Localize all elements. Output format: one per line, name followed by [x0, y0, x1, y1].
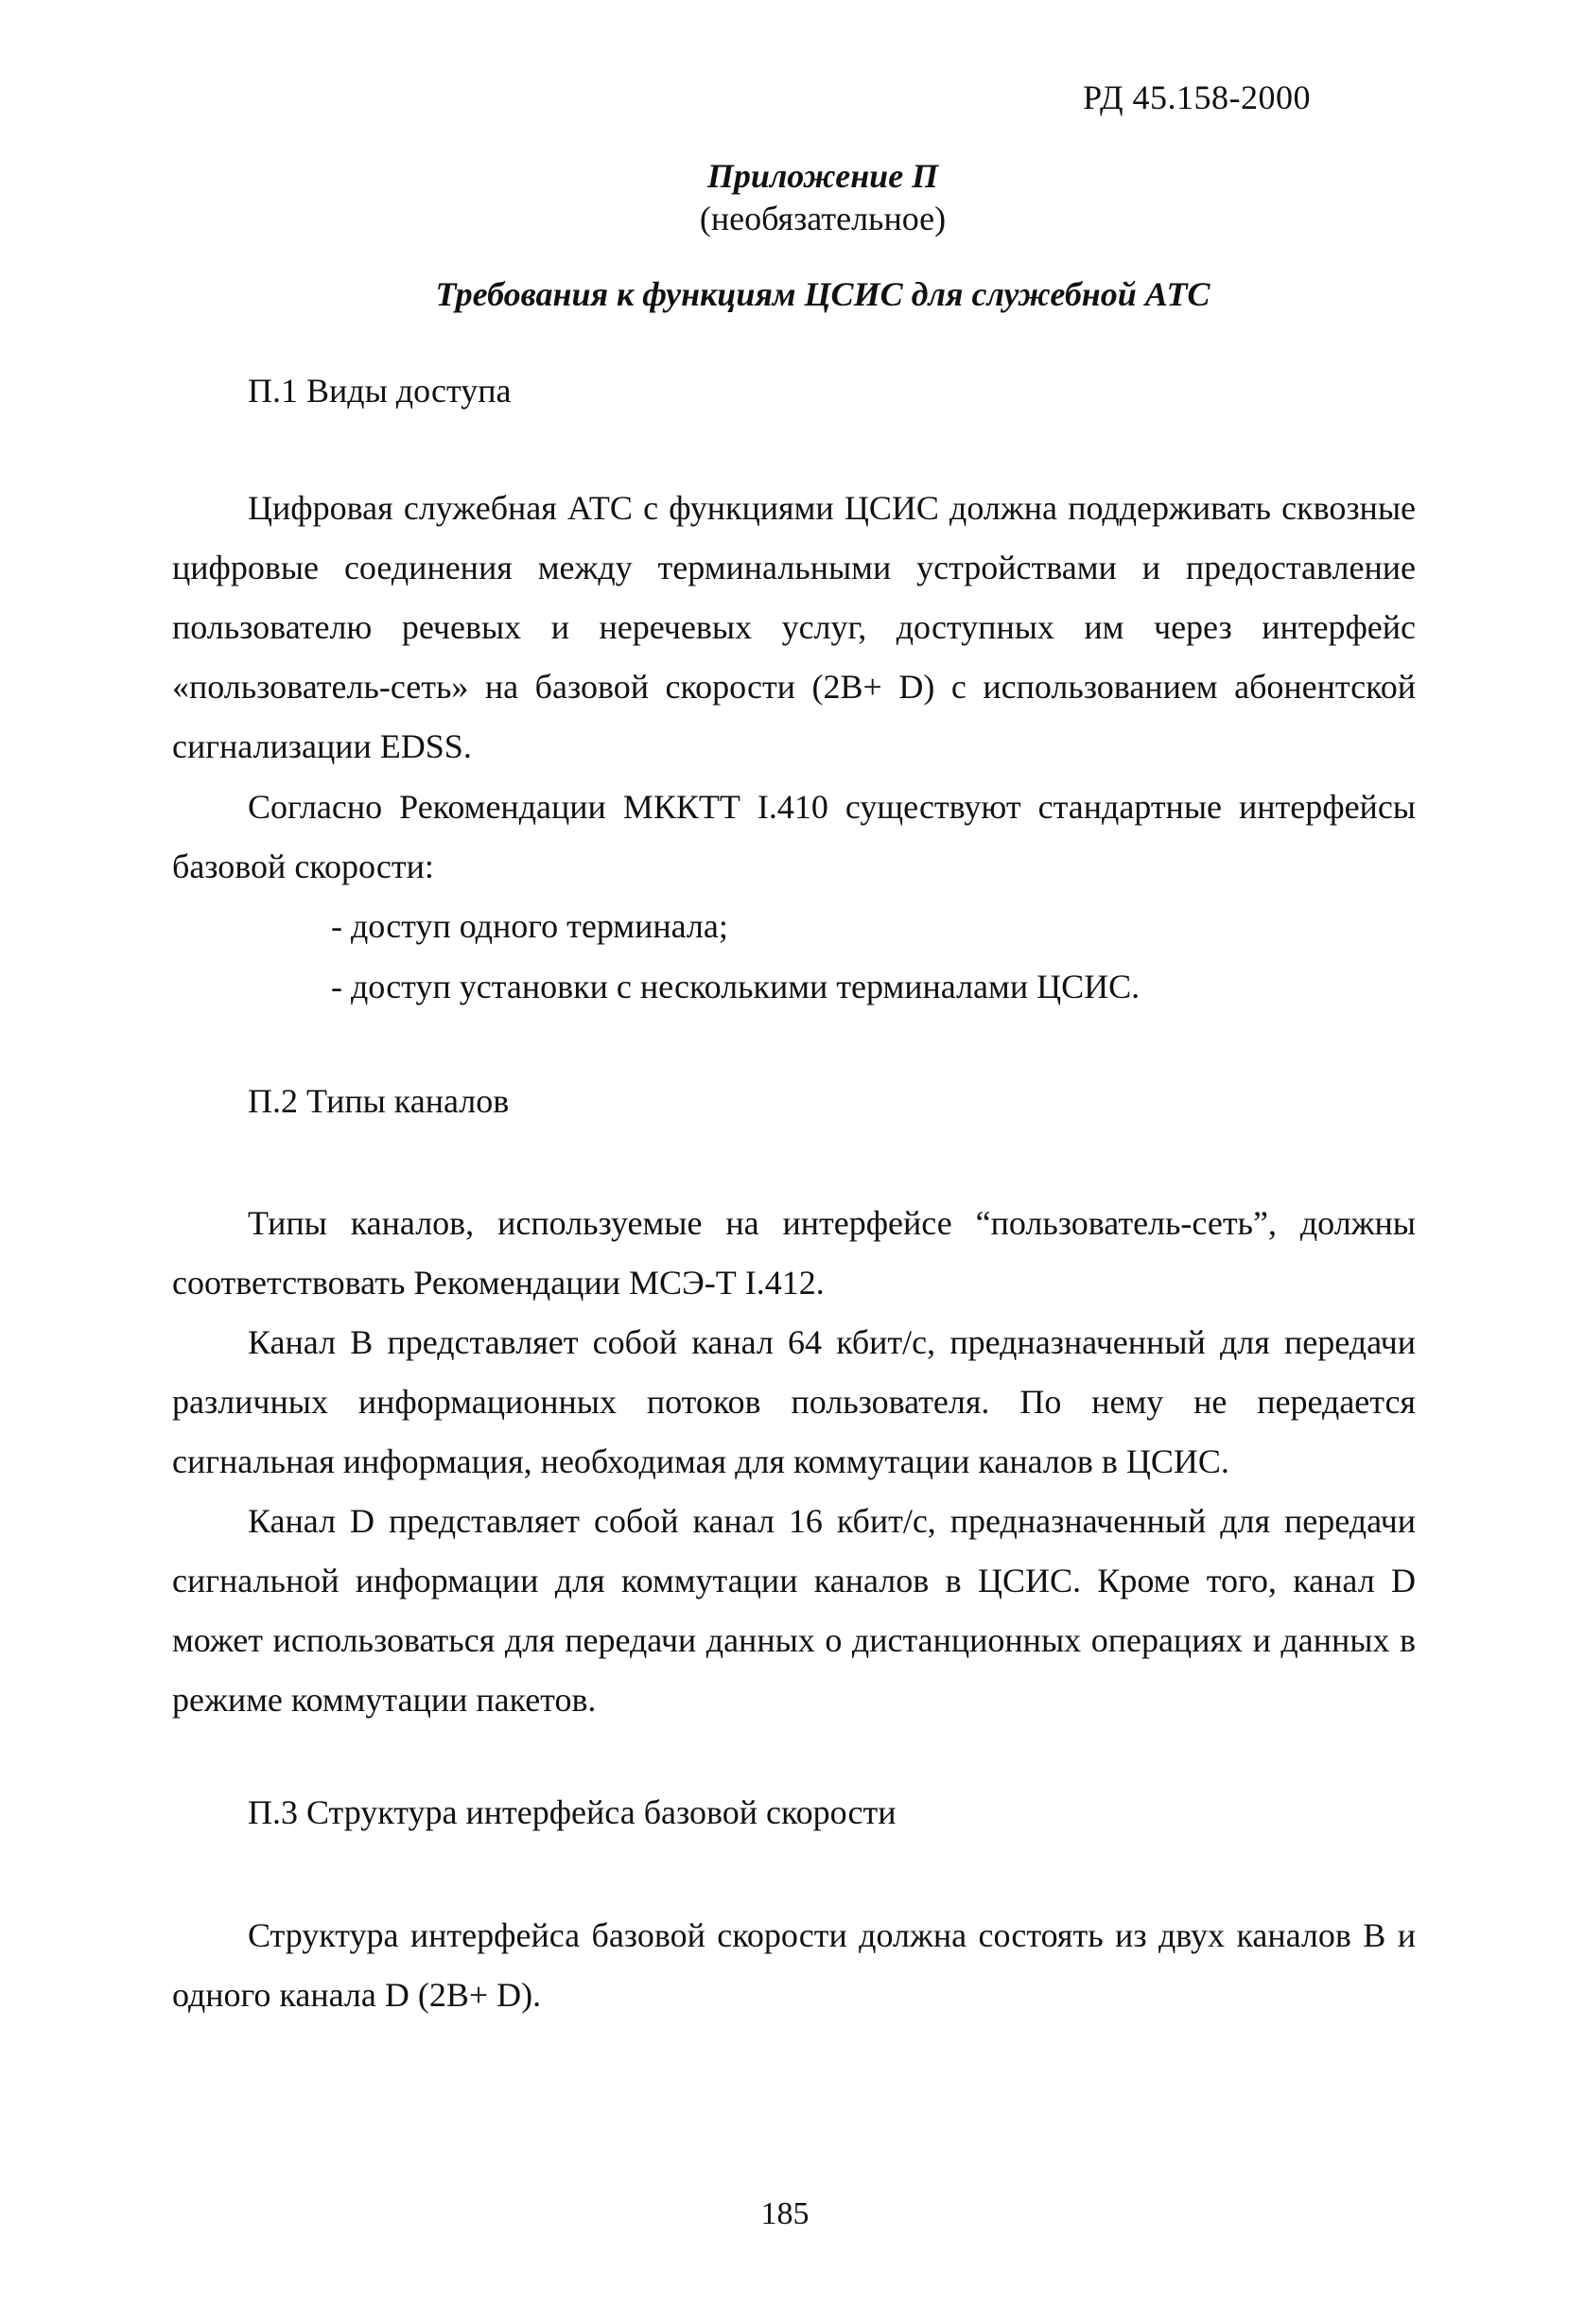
paragraph: Структура интерфейса базовой скорости должна состоять из двух каналов В и одного канала D (2В+ D). — [172, 1916, 1416, 2014]
section-title-1: П.1 Виды доступа — [248, 372, 512, 410]
bullet-item: - доступ установки с несколькими терминалами ЦСИС. — [331, 968, 1141, 1005]
paragraph: Типы каналов, используемые на интерфейсе “пользователь-сеть”, должны соответствовать Рекомендации МСЭ-Т I.412. — [172, 1204, 1416, 1302]
paragraph: Согласно Рекомендации МККТТ I.410 существуют стандартные интерфейсы базовой скорости: — [172, 788, 1416, 885]
appendix-title: Приложение П — [706, 157, 939, 195]
appendix-heading: Требования к функциям ЦСИС для служебной АТС — [435, 275, 1211, 313]
paragraph: Канал D представляет собой канал 16 кбит/с, предназначенный для передачи сигнальной информации для коммутации каналов в ЦСИС. Кроме того, канал D может использоваться для передачи данных о дистанционных операциях и данных в режиме коммутации пакетов. — [172, 1502, 1416, 1719]
paragraph: Канал В представляет собой канал 64 кбит/с, предназначенный для передачи различных информационных потоков пользователя. По нему не передается сигнальная информация, необходимая для коммутации каналов в ЦСИС. — [172, 1323, 1416, 1480]
paragraph: Цифровая служебная АТС с функциями ЦСИС должна поддерживать сквозные цифровые соединения между терминальными устройствами и предоставление пользователю речевых и неречевых услуг, доступных им через интерфейс «пользователь-сеть» на базовой скорости (2В+ D) с использованием абонентской сигнализации EDSS. — [172, 489, 1416, 765]
page-number: 185 — [760, 2196, 810, 2231]
bullet-item: - доступ одного терминала; — [331, 907, 728, 945]
section-title-2: П.2 Типы каналов — [248, 1082, 510, 1120]
document-code: РД 45.158-2000 — [1083, 79, 1311, 116]
section-title-3: П.3 Структура интерфейса базовой скорости — [248, 1793, 897, 1831]
appendix-subtitle: (необязательное) — [699, 200, 947, 237]
